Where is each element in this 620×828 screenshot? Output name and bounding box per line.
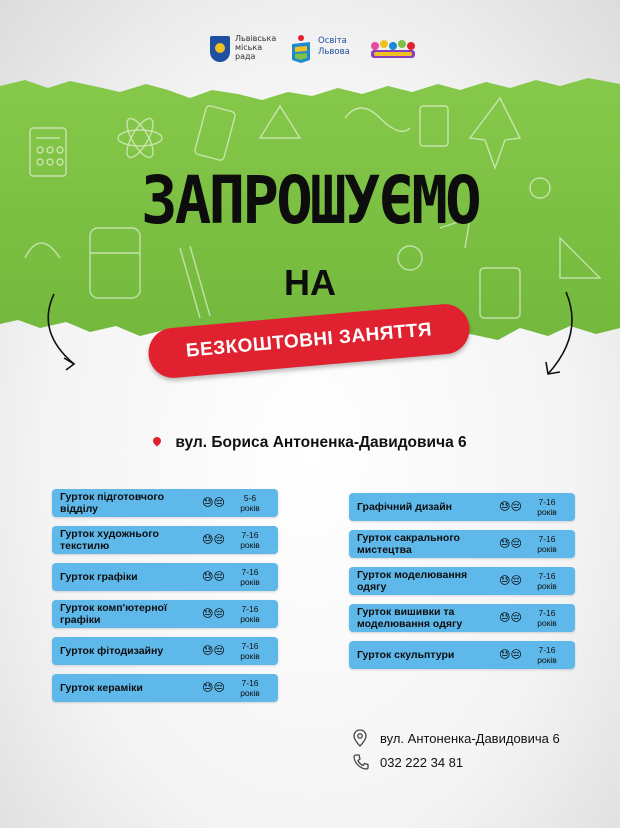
course-card xyxy=(52,563,278,591)
course-emoji-icon: 😓😔 xyxy=(202,681,225,694)
hero-title: ЗАПРОШУЄМО xyxy=(141,162,479,239)
address-line xyxy=(0,434,620,452)
course-card xyxy=(52,489,278,517)
osvita-logo-text: Освіта Львова xyxy=(318,36,350,57)
course-card xyxy=(349,641,575,669)
left-curved-arrow-icon xyxy=(34,292,78,374)
address-text: вул. Бориса Антоненка-Давидовича 6 xyxy=(175,434,467,451)
kids-art-logo-icon xyxy=(370,38,416,60)
course-age-range: 7-16 років xyxy=(240,530,260,550)
course-age-range: 7-16 років xyxy=(537,608,557,628)
course-name: Гурток моделювання одягу xyxy=(357,569,468,593)
course-name: Гурток вишивки та моделювання одягу xyxy=(357,606,463,630)
lviv-coat-of-arms-icon xyxy=(210,36,230,62)
contact-phone-text: 032 222 34 81 xyxy=(380,755,464,770)
course-emoji-icon: 😓😔 xyxy=(202,533,225,546)
course-name: Гурток графіки xyxy=(60,571,138,583)
course-name: Графічний дизайн xyxy=(357,501,453,513)
contact-address-text: вул. Антоненка-Давидовича 6 xyxy=(380,731,560,746)
map-pin-icon xyxy=(152,435,163,446)
course-name: Гурток скульптури xyxy=(357,649,455,661)
course-age-range: 7-16 років xyxy=(240,678,260,698)
course-age-range: 7-16 років xyxy=(537,571,557,591)
course-emoji-icon: 😓😔 xyxy=(499,500,522,513)
course-card xyxy=(349,567,575,595)
right-curved-arrow-icon xyxy=(540,290,584,378)
course-emoji-icon: 😓😔 xyxy=(499,574,522,587)
partner-logos xyxy=(0,32,620,72)
course-card xyxy=(52,526,278,554)
lviv-council-logo-text: Львівська міська рада xyxy=(235,34,277,61)
course-card xyxy=(52,600,278,628)
course-name: Гурток художнього текстилю xyxy=(60,528,159,552)
course-emoji-icon: 😓😔 xyxy=(202,570,225,583)
course-card xyxy=(52,637,278,665)
course-emoji-icon: 😓😔 xyxy=(499,648,522,661)
course-emoji-icon: 😓😔 xyxy=(202,644,225,657)
course-age-range: 7-16 років xyxy=(240,604,260,624)
courses-left-column xyxy=(52,489,278,711)
course-name: Гурток підготовчого відділу xyxy=(60,491,165,515)
course-emoji-icon: 😓😔 xyxy=(202,607,225,620)
course-age-range: 7-16 років xyxy=(537,534,557,554)
course-age-range: 5-6 років xyxy=(240,493,260,513)
course-name: Гурток кераміки xyxy=(60,682,143,694)
course-card xyxy=(349,604,575,632)
course-name: Гурток сакрального мистецтва xyxy=(357,532,460,556)
course-emoji-icon: 😓😔 xyxy=(202,496,225,509)
course-card xyxy=(349,493,575,521)
course-age-range: 7-16 років xyxy=(537,497,557,517)
courses-right-column xyxy=(349,493,575,678)
course-name: Гурток фітодизайну xyxy=(60,645,164,657)
course-age-range: 7-16 років xyxy=(240,641,260,661)
course-age-range: 7-16 років xyxy=(537,645,557,665)
course-emoji-icon: 😓😔 xyxy=(499,611,522,624)
course-card xyxy=(52,674,278,702)
hero-subtitle: НА xyxy=(284,262,336,303)
course-emoji-icon: 😓😔 xyxy=(499,537,522,550)
osvita-logo-icon xyxy=(290,34,312,64)
location-pin-icon xyxy=(352,729,368,747)
course-age-range: 7-16 років xyxy=(240,567,260,587)
course-card xyxy=(349,530,575,558)
phone-icon xyxy=(352,753,370,771)
course-name: Гурток комп'ютерної графіки xyxy=(60,602,167,626)
free-classes-badge-label: БЕЗКОШТОВНІ ЗАНЯТТЯ xyxy=(185,319,433,362)
